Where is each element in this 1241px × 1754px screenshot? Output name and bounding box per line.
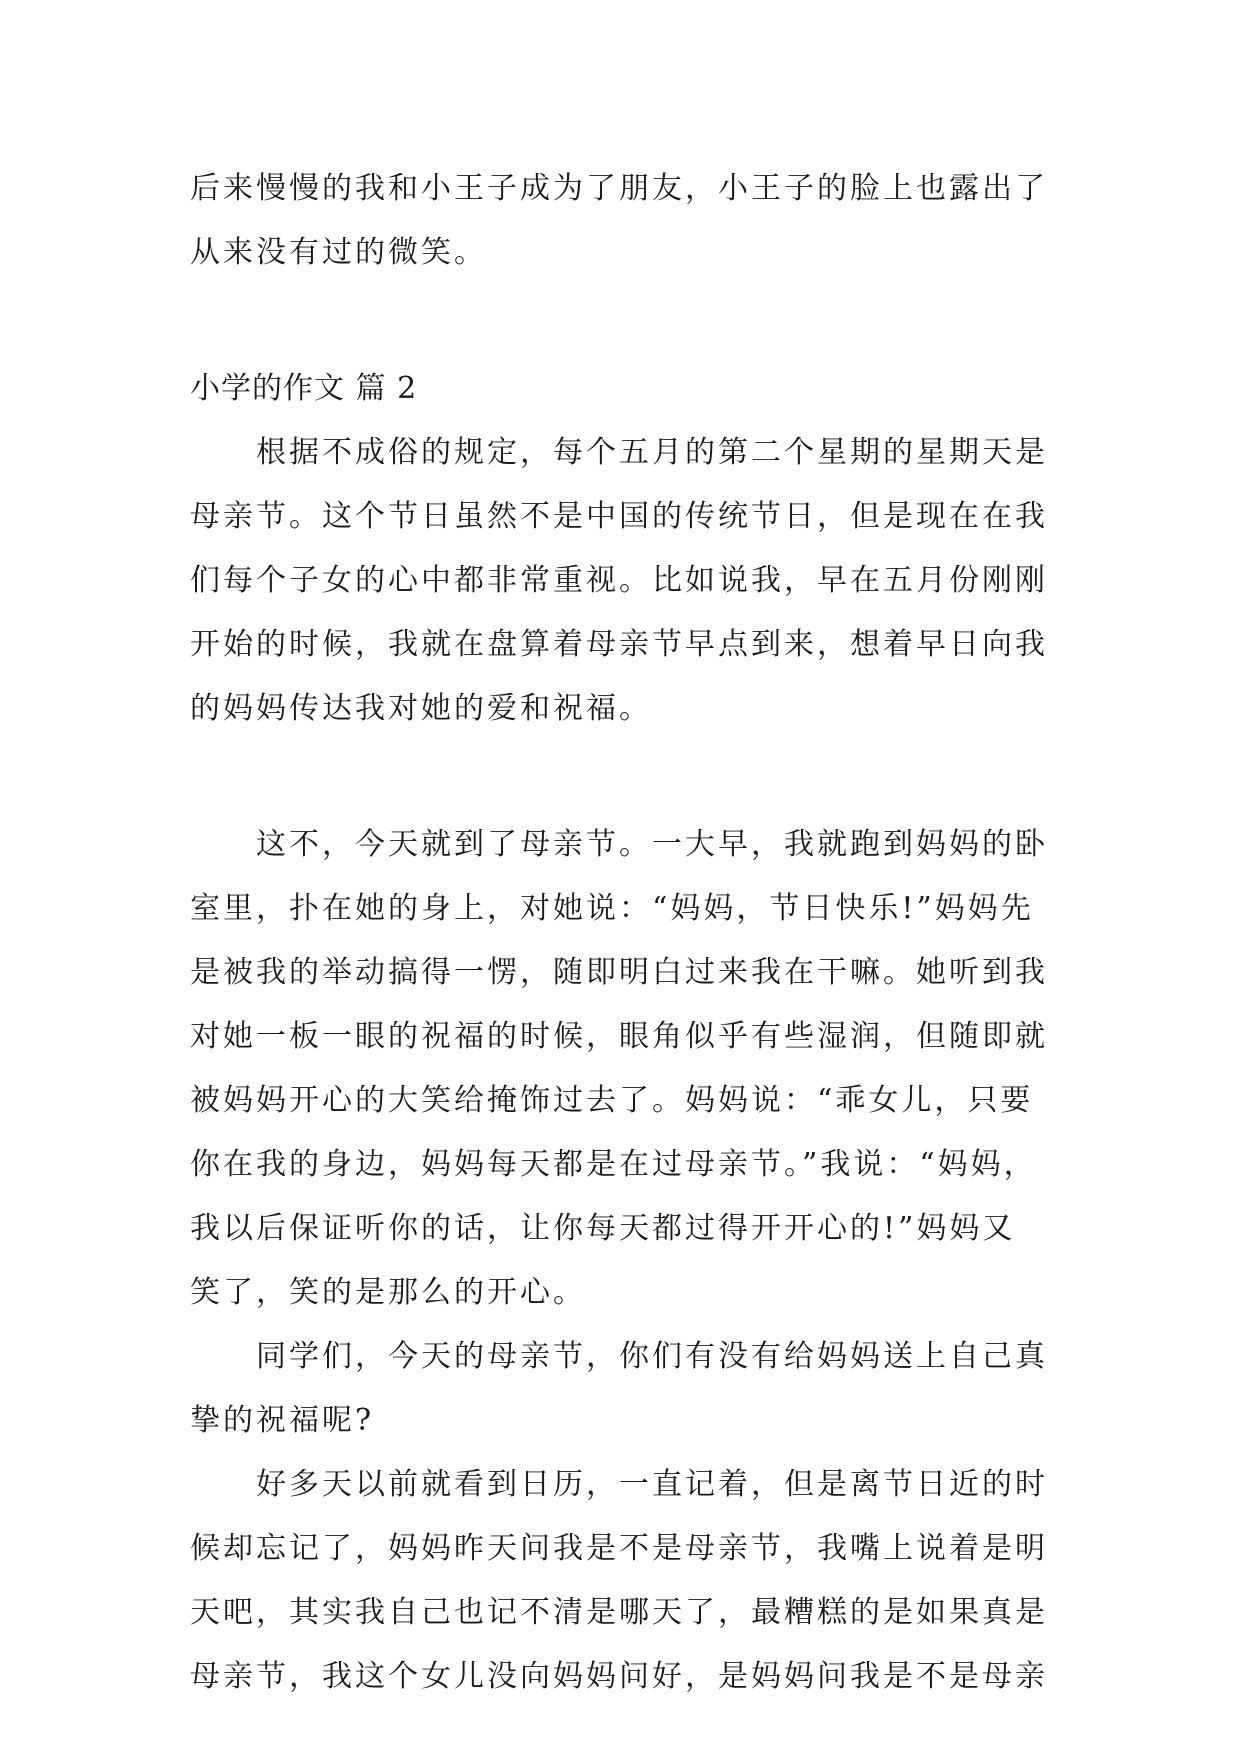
- text-line: 根据不成俗的规定，每个五月的第二个星期的星期天是: [256, 435, 1048, 470]
- text-line: 室里，扑在她的身上，对她说：“妈妈，节日快乐!”妈妈先: [190, 891, 1034, 926]
- paragraph-4: [190, 1453, 1062, 1709]
- text-line: 对她一板一眼的祝福的时候，眼角似乎有些湿润，但随即就: [190, 1019, 1048, 1054]
- section-heading: 小学的作文 篇 2: [190, 371, 418, 406]
- paragraph-spacer: [190, 285, 1062, 357]
- text-line: 从来没有过的微笑。: [190, 235, 487, 270]
- paragraph-spacer: [190, 741, 1062, 813]
- text-line: 这不，今天就到了母亲节。一大早，我就跑到妈妈的卧: [256, 827, 1048, 862]
- text-line: 同学们，今天的母亲节，你们有没有给妈妈送上自己真: [256, 1339, 1048, 1374]
- text-line: 好多天以前就看到日历，一直记着，但是离节日近的时: [256, 1467, 1048, 1502]
- text-line: 我以后保证听你的话，让你每天都过得开开心的!”妈妈又: [190, 1211, 1016, 1246]
- text-line: 的妈妈传达我对她的爱和祝福。: [190, 691, 652, 726]
- text-line: 母亲节，我这个女儿没向妈妈问好，是妈妈问我是不是母亲: [190, 1659, 1048, 1694]
- text-line: 被妈妈开心的大笑给掩饰过去了。妈妈说：“乖女儿，只要: [190, 1083, 1034, 1118]
- text-line: 开始的时候，我就在盘算着母亲节早点到来，想着早日向我: [190, 627, 1048, 662]
- text-line: 你在我的身边，妈妈每天都是在过母亲节。”我说：“妈妈，: [190, 1147, 1037, 1182]
- text-line: 候却忘记了，妈妈昨天问我是不是母亲节，我嘴上说着是明: [190, 1531, 1048, 1566]
- intro-paragraph: [190, 157, 1062, 285]
- document-body: [190, 157, 1062, 1709]
- text-line: 母亲节。这个节日虽然不是中国的传统节日，但是现在在我: [190, 499, 1048, 534]
- paragraph-2: [190, 813, 1062, 1325]
- text-line: 天吧，其实我自己也记不清是哪天了，最糟糕的是如果真是: [190, 1595, 1048, 1630]
- text-line: 是被我的举动搞得一愣，随即明白过来我在干嘛。她听到我: [190, 955, 1048, 990]
- paragraph-1: [190, 421, 1062, 741]
- paragraph-3: [190, 1325, 1062, 1453]
- text-line: 挚的祝福呢?: [190, 1403, 375, 1438]
- text-line: 们每个子女的心中都非常重视。比如说我，早在五月份刚刚: [190, 563, 1048, 598]
- text-line: 笑了，笑的是那么的开心。: [190, 1275, 586, 1310]
- text-line: 后来慢慢的我和小王子成为了朋友，小王子的脸上也露出了: [190, 171, 1048, 206]
